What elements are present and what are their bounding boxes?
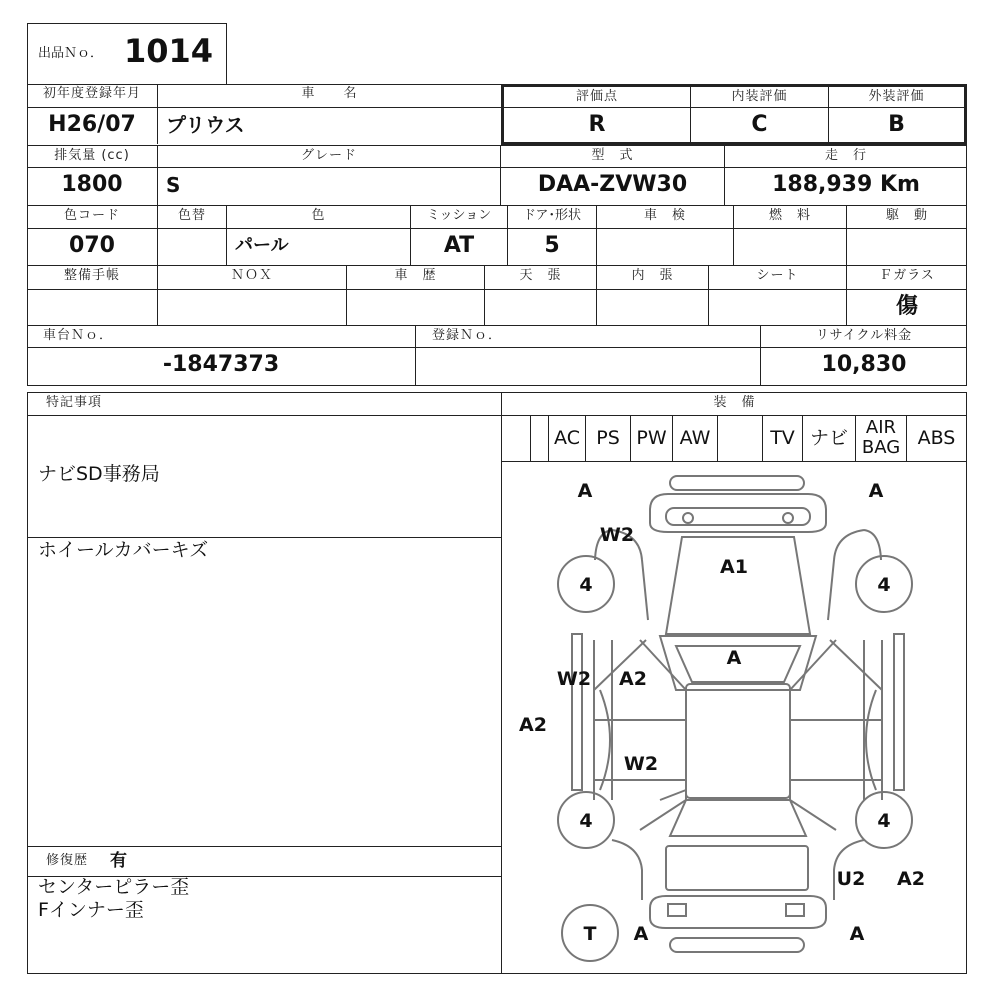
damage-mark: A xyxy=(726,647,742,669)
car-name-value: プリウス xyxy=(166,113,245,137)
model-label: 型 式 xyxy=(501,145,725,168)
damage-mark: A2 xyxy=(619,668,647,690)
wheel-rl-label: 4 xyxy=(579,810,593,832)
interior-grade-label: 内装評価 xyxy=(691,87,829,108)
model-value: DAA-ZVW30 xyxy=(501,168,725,205)
chassis-no-value: -1847373 xyxy=(27,348,416,385)
damage-mark: A1 xyxy=(720,556,748,578)
score-value: R xyxy=(504,108,691,142)
damage-mark: W2 xyxy=(556,668,592,690)
doors-label: ドア･形状 xyxy=(508,205,597,229)
wheel-fr-label: 4 xyxy=(877,574,891,596)
remarks-line-1: ナビSD事務局 xyxy=(38,463,160,485)
mileage-value: 188,939 Km xyxy=(772,172,920,197)
equip-abs: ABS xyxy=(917,427,956,449)
interior-lining-label: 内 張 xyxy=(597,265,709,290)
repair-value: 有 xyxy=(110,851,127,871)
interior-grade-value: C xyxy=(691,108,829,142)
color-value: パール xyxy=(227,229,411,265)
lot-label: 出品Ｎｏ． xyxy=(38,46,104,61)
recycle-fee-value: 10,830 xyxy=(821,352,907,377)
equip-navi: ナビ xyxy=(803,416,856,461)
repair-line-2: Fインナー歪 xyxy=(38,899,144,921)
damage-mark: U2 xyxy=(836,868,866,890)
registration-no-label: 登録Ｎｏ． xyxy=(416,325,761,348)
grade-value: S xyxy=(158,168,501,205)
color-change-label: 色替 xyxy=(158,205,227,229)
chassis-no-label: 車台Ｎｏ． xyxy=(27,325,416,348)
displacement-value: 1800 xyxy=(27,168,158,205)
doors-value: 5 xyxy=(508,229,597,265)
roof-lining-label: 天 張 xyxy=(485,265,597,290)
fuel-label: 燃 料 xyxy=(734,205,847,229)
mileage-label: 走 行 xyxy=(725,145,967,168)
damage-mark: A xyxy=(577,480,593,502)
equip-tv: TV xyxy=(763,416,803,461)
service-book-label: 整備手帳 xyxy=(27,265,158,290)
transmission-label: ミッション xyxy=(411,205,508,229)
transmission-value: AT xyxy=(411,229,508,265)
score-label: 評価点 xyxy=(504,87,691,108)
spare-tire-label: T xyxy=(583,923,597,945)
repair-label: 修復歴 xyxy=(46,853,89,868)
wheel-rr-label: 4 xyxy=(877,810,891,832)
color-code-value: 070 xyxy=(27,229,158,265)
recycle-fee-label: リサイクル料金 xyxy=(761,325,967,348)
remarks-line-2: ホイールカバーキズ xyxy=(38,539,209,561)
first-registration-value: H26/07 xyxy=(27,108,158,144)
history-label: 車 歴 xyxy=(347,265,485,290)
equip-airbag: AIR BAG xyxy=(856,416,907,461)
grade-label: グレード xyxy=(158,145,501,168)
wheel-fl-label: 4 xyxy=(579,574,593,596)
equip-aw: AW xyxy=(673,416,718,461)
damage-mark: A xyxy=(868,480,884,502)
equip-pw: PW xyxy=(631,416,673,461)
car-name-label: 車 名 xyxy=(158,84,501,108)
f-glass-value: 傷 xyxy=(895,294,918,319)
color-label: 色 xyxy=(227,205,411,229)
color-code-label: 色コード xyxy=(27,205,158,229)
seat-label: シート xyxy=(709,265,847,290)
damage-mark: A2 xyxy=(519,714,547,736)
damage-mark: W2 xyxy=(599,524,635,546)
displacement-label: 排気量 (cc) xyxy=(27,145,158,168)
repair-line-1: センターピラー歪 xyxy=(38,876,190,898)
exterior-grade-label: 外装評価 xyxy=(829,87,964,108)
f-glass-label: Ｆガラス xyxy=(847,265,967,290)
equip-ps: PS xyxy=(586,416,631,461)
remarks-label: 特記事項 xyxy=(28,393,501,416)
first-registration-label: 初年度登録年月 xyxy=(27,84,158,108)
damage-mark: A2 xyxy=(897,868,925,890)
drive-label: 駆 動 xyxy=(847,205,967,229)
exterior-grade-value: B xyxy=(888,112,905,137)
damage-mark: A xyxy=(633,923,649,945)
damage-mark: W2 xyxy=(623,753,659,775)
equip-ac: AC xyxy=(549,416,586,461)
inspection-label: 車 検 xyxy=(597,205,734,229)
lot-number: 1014 xyxy=(124,32,214,70)
equipment-label: 装 備 xyxy=(502,393,967,416)
damage-mark: A xyxy=(849,923,865,945)
nox-label: ＮＯＸ xyxy=(158,265,347,290)
